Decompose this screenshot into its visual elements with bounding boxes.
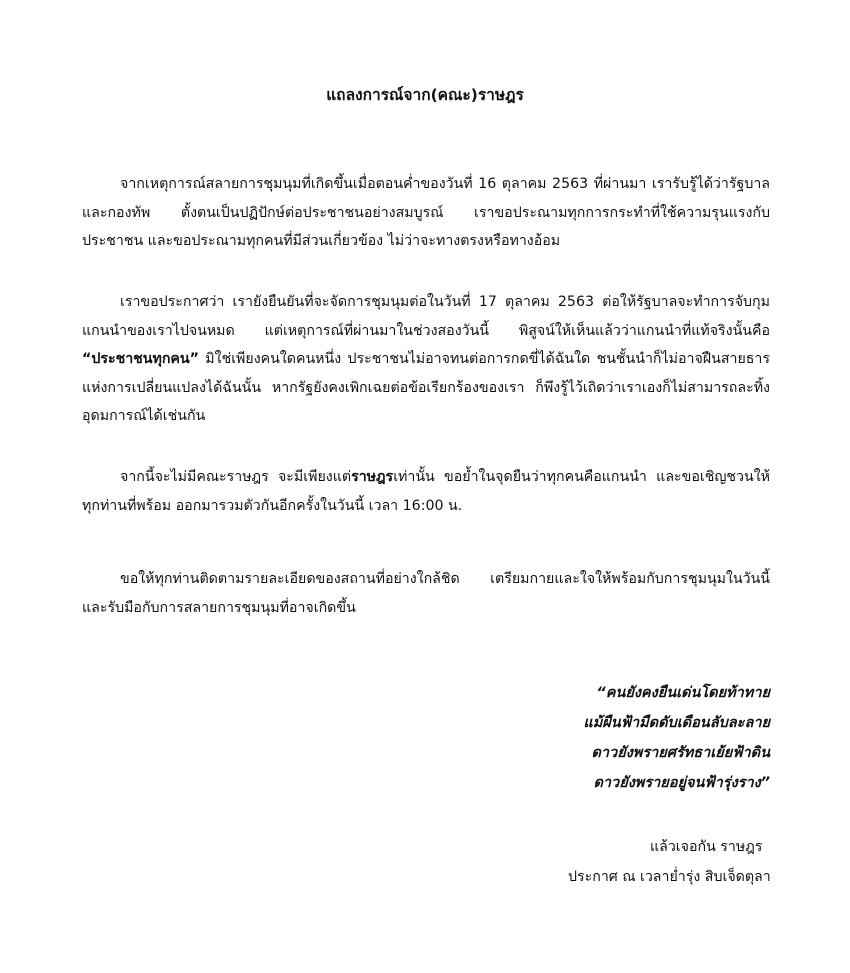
paragraph-2-emphasis: “ประชาชนทุกคน” xyxy=(82,351,199,367)
document-title: แถลงการณ์จาก(คณะ)ราษฎร xyxy=(326,86,524,104)
signature-closing: แล้วเจอกัน ราษฎร xyxy=(650,839,763,855)
paragraph-2-text-a: เราขอประกาศว่า เรายังยืนยันที่จะจัดการชุมนุมต่อในวันที่ 17 ตุลาคม 2563 ต่อให้รัฐบาลจะทำการจับกุมแกนนำของเราไปจนหมด แต่เหตุการณ์ที่ผ่านมาในช่วงสองวันนี้ พิสูจน์ให้เห็นแล้วว่าแกนนำที่แท้จริงนั้นคือ xyxy=(82,294,770,339)
poem-line: แม้ผืนฟ้ามืดดับเดือนลับละลาย xyxy=(583,715,770,731)
paragraph-3-emphasis: ราษฎร xyxy=(351,469,394,485)
paragraph-4: ขอให้ทุกท่านติดตามรายละเอียดของสถานที่อย่างใกล้ชิด เตรียมกายและใจให้พร้อมกับการชุมนุมในวันนี้ และรับมือกับการสลายการชุมนุมที่อาจเกิดขึ้น xyxy=(82,571,770,616)
signature-dateline: ประกาศ ณ เวลาย่ำรุ่ง สิบเจ็ดตุลา xyxy=(568,869,771,885)
poem-line: ดาวยังพรายอยู่จนฟ้ารุ่งราง” xyxy=(593,775,770,791)
signature-block xyxy=(568,832,771,892)
poem-quote xyxy=(583,678,770,798)
paragraph-3-text-a: จากนี้จะไม่มีคณะราษฎร จะมีเพียงแต่ xyxy=(120,469,352,485)
paragraph-2 xyxy=(82,288,770,431)
paragraph-3 xyxy=(82,463,770,520)
paragraph-3-text-b: เท่านั้น ขอย้ำในจุดยืนว่าทุกคนคือแกนนำ และขอเชิญชวนให้ทุกท่านที่พร้อม ออกมารวมตัวกันอีกครั้งในวันนี้ เวลา 16:00 น. xyxy=(82,469,771,514)
poem-line: ดาวยังพรายศรัทธาเย้ยฟ้าดิน xyxy=(591,745,770,761)
poem-line: “คนยังคงยืนเด่นโดยท้าทาย xyxy=(596,685,770,701)
paragraph-2-text-b: มิใช่เพียงคนใดคนหนึ่ง ประชาชนไม่อาจทนต่อการกดขี่ได้ฉันใด ชนชั้นนำก็ไม่อาจฝืนสายธารแห่งการเปลี่ยนแปลงได้ฉันนั้น หากรัฐยังคงเพิกเฉยต่อข้อเรียกร้องของเรา ก็พึงรู้ไว้เถิดว่าเราเองก็ไม่สามารถละทิ้งอุดมการณ์ได้เช่นกัน xyxy=(82,351,770,424)
paragraph-1: จากเหตุการณ์สลายการชุมนุมที่เกิดขึ้นเมื่อตอนค่ำของวันที่ 16 ตุลาคม 2563 ที่ผ่านมา เรารับรู้ได้ว่ารัฐบาลและกองทัพ ตั้งตนเป็นปฏิปักษ์ต่อประชาชนอย่างสมบูรณ์ เราขอประณามทุกการกระทำที่ใช้ความรุนแรงกับประชาชน และขอประณามทุกคนที่มีส่วนเกี่ยวข้อง ไม่ว่าจะทางตรงหรือทางอ้อม xyxy=(82,176,770,249)
